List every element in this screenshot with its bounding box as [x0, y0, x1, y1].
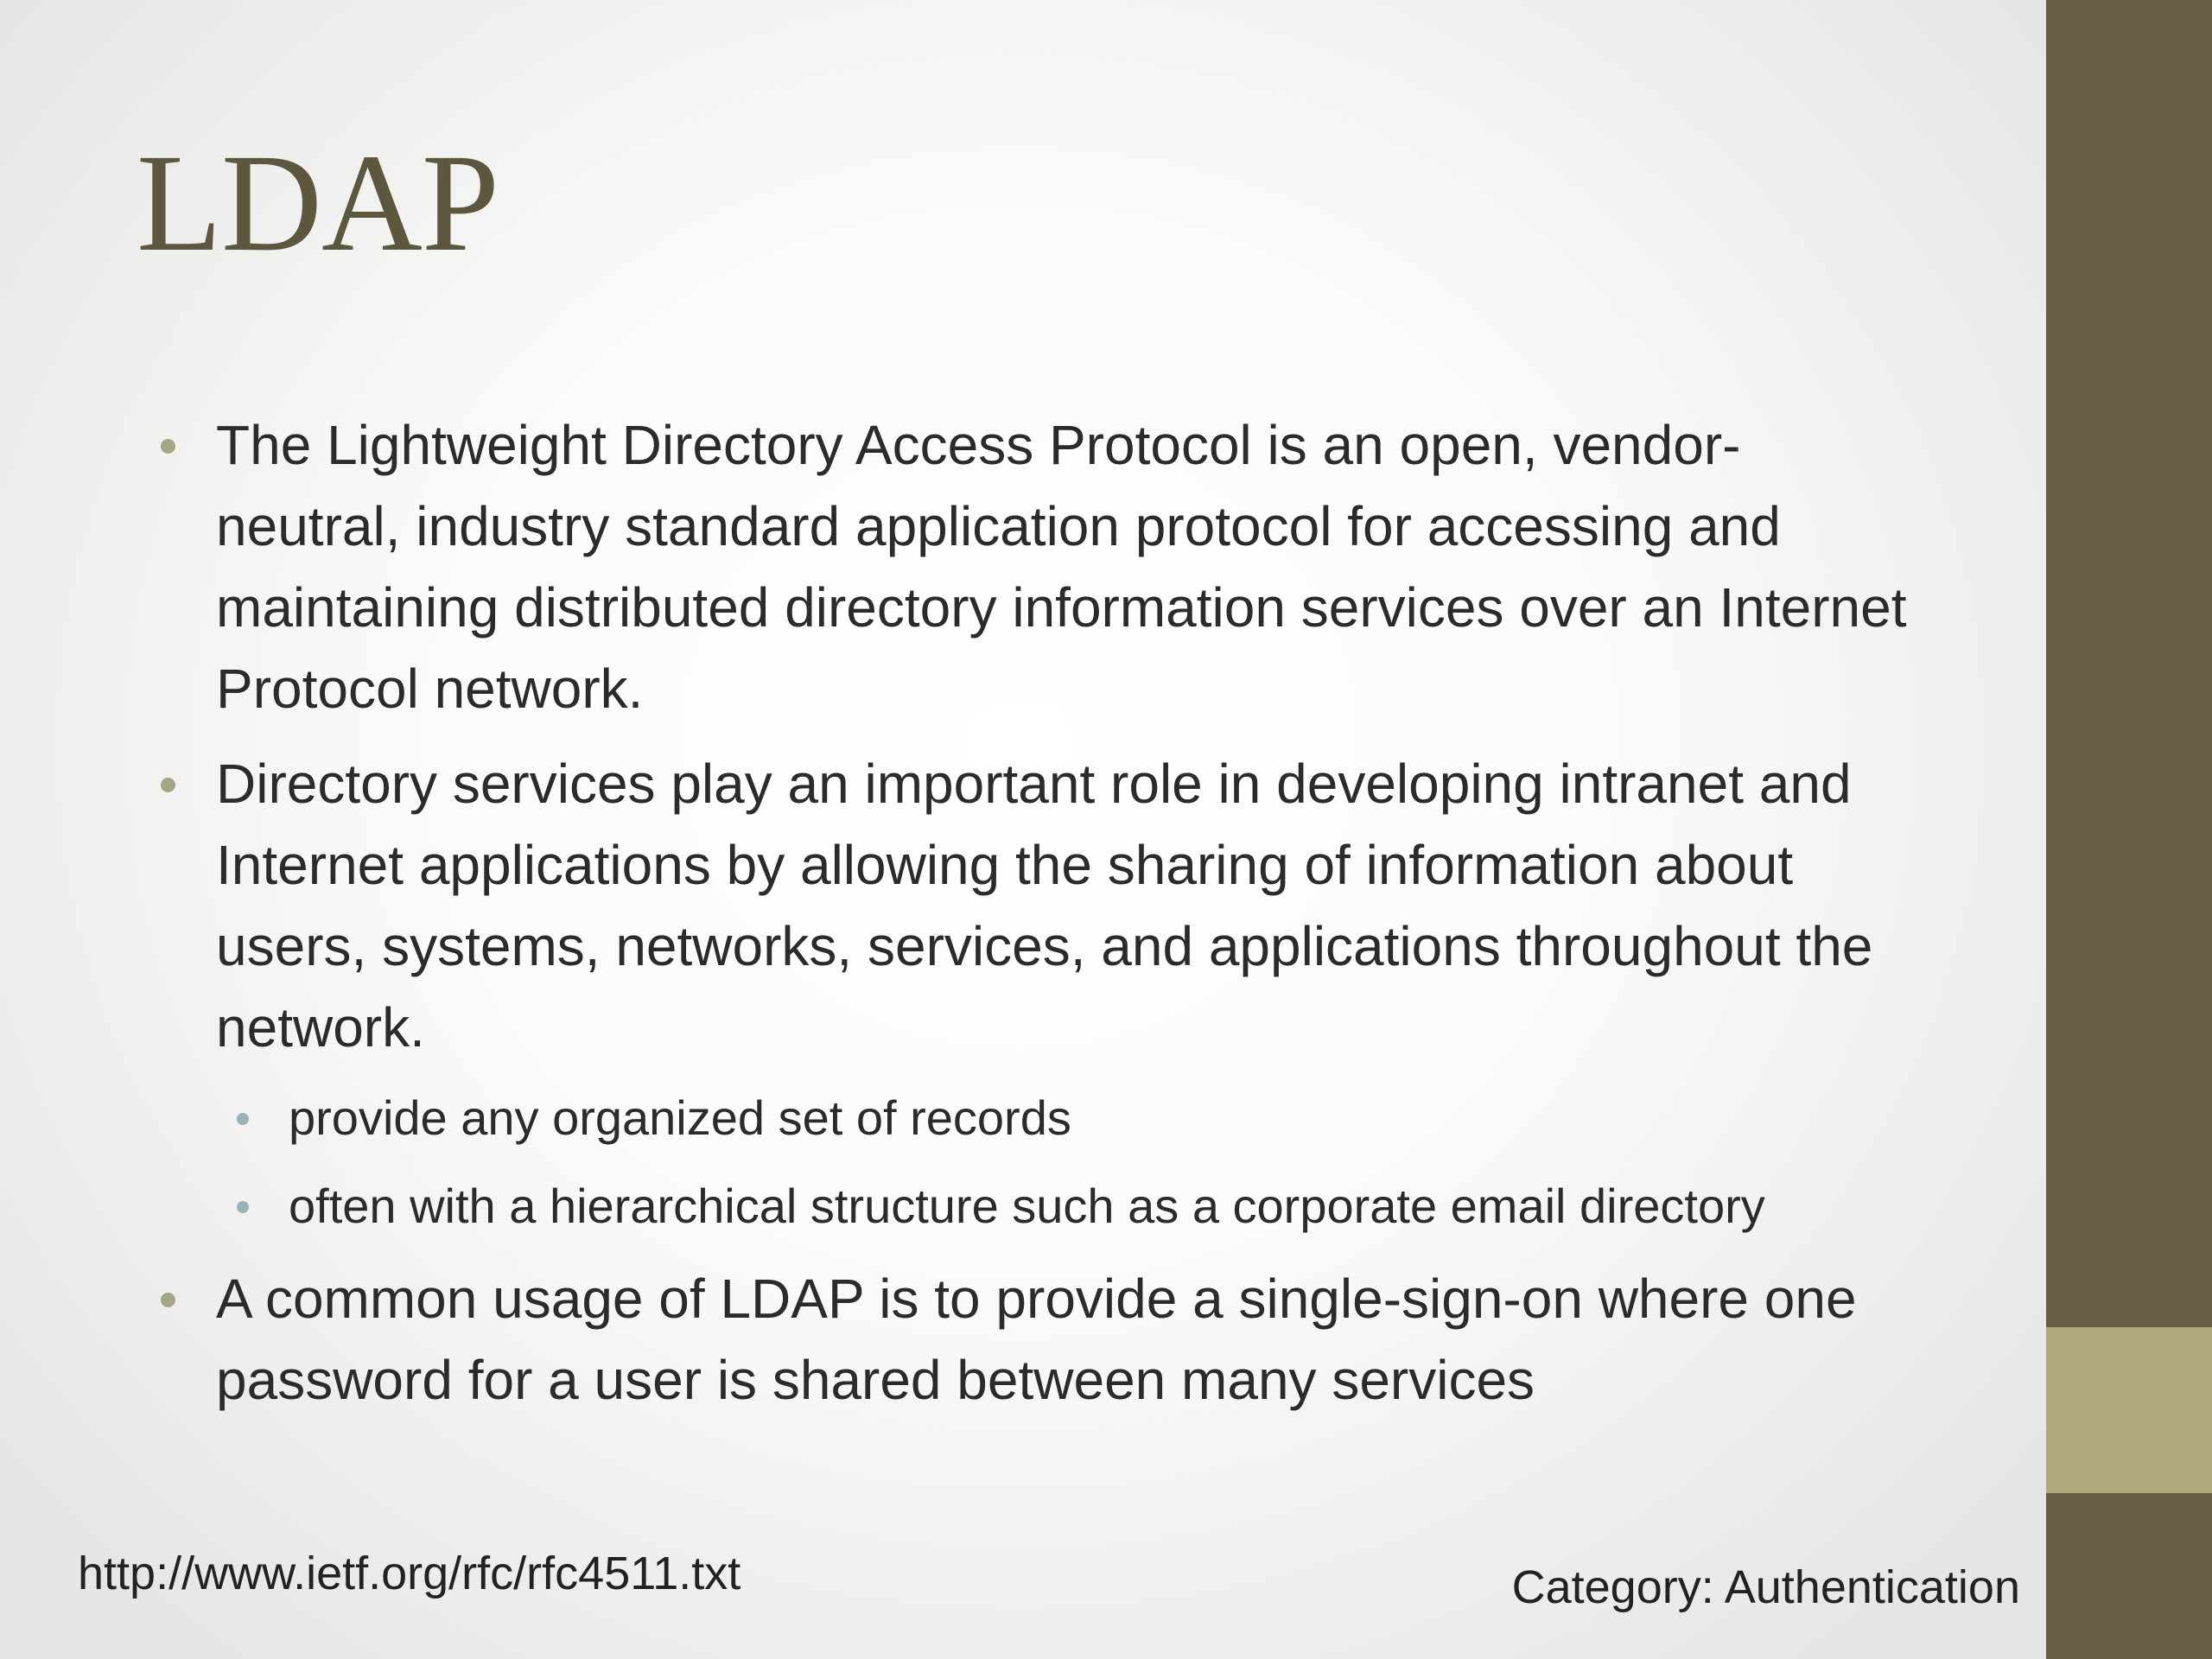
bullet-item	[157, 1258, 1920, 1421]
sub-bullet-text: provide any organized set of records	[289, 1090, 1071, 1145]
sub-bullet-item	[157, 1170, 1982, 1243]
bullet-text: The Lightweight Directory Access Protocol is an open, vendor-neutral, industry standard application protocol for accessing and maintaining distributed directory information services over an Internet Protocol network.	[216, 414, 1907, 720]
sub-bullet-item	[157, 1082, 1920, 1154]
bullet-dot-icon	[161, 1293, 175, 1307]
sub-bullet-dot-icon	[237, 1201, 249, 1213]
slide-content	[157, 404, 1920, 1434]
footer-url: http://www.ietf.org/rfc/rfc4511.txt	[78, 1548, 741, 1599]
bullet-dot-icon	[161, 778, 175, 792]
bullet-text: Directory services play an important role in developing intranet and Internet applications by allowing the sharing of information about users, systems, networks, services, and applications throughout the network.	[216, 753, 1873, 1058]
bullet-dot-icon	[161, 439, 175, 454]
bullet-item	[157, 404, 1920, 729]
decorative-side-accent	[2046, 1327, 2212, 1493]
slide-title: LDAP	[137, 126, 499, 281]
sub-bullet-text: often with a hierarchical structure such as a corporate email directory	[289, 1179, 1765, 1233]
sub-bullet-dot-icon	[237, 1113, 249, 1125]
bullet-item	[157, 743, 1920, 1068]
bullet-text: A common usage of LDAP is to provide a single-sign-on where one password for a user is shared between many services	[216, 1268, 1857, 1411]
footer-category: Category: Authentication	[1511, 1561, 2020, 1613]
